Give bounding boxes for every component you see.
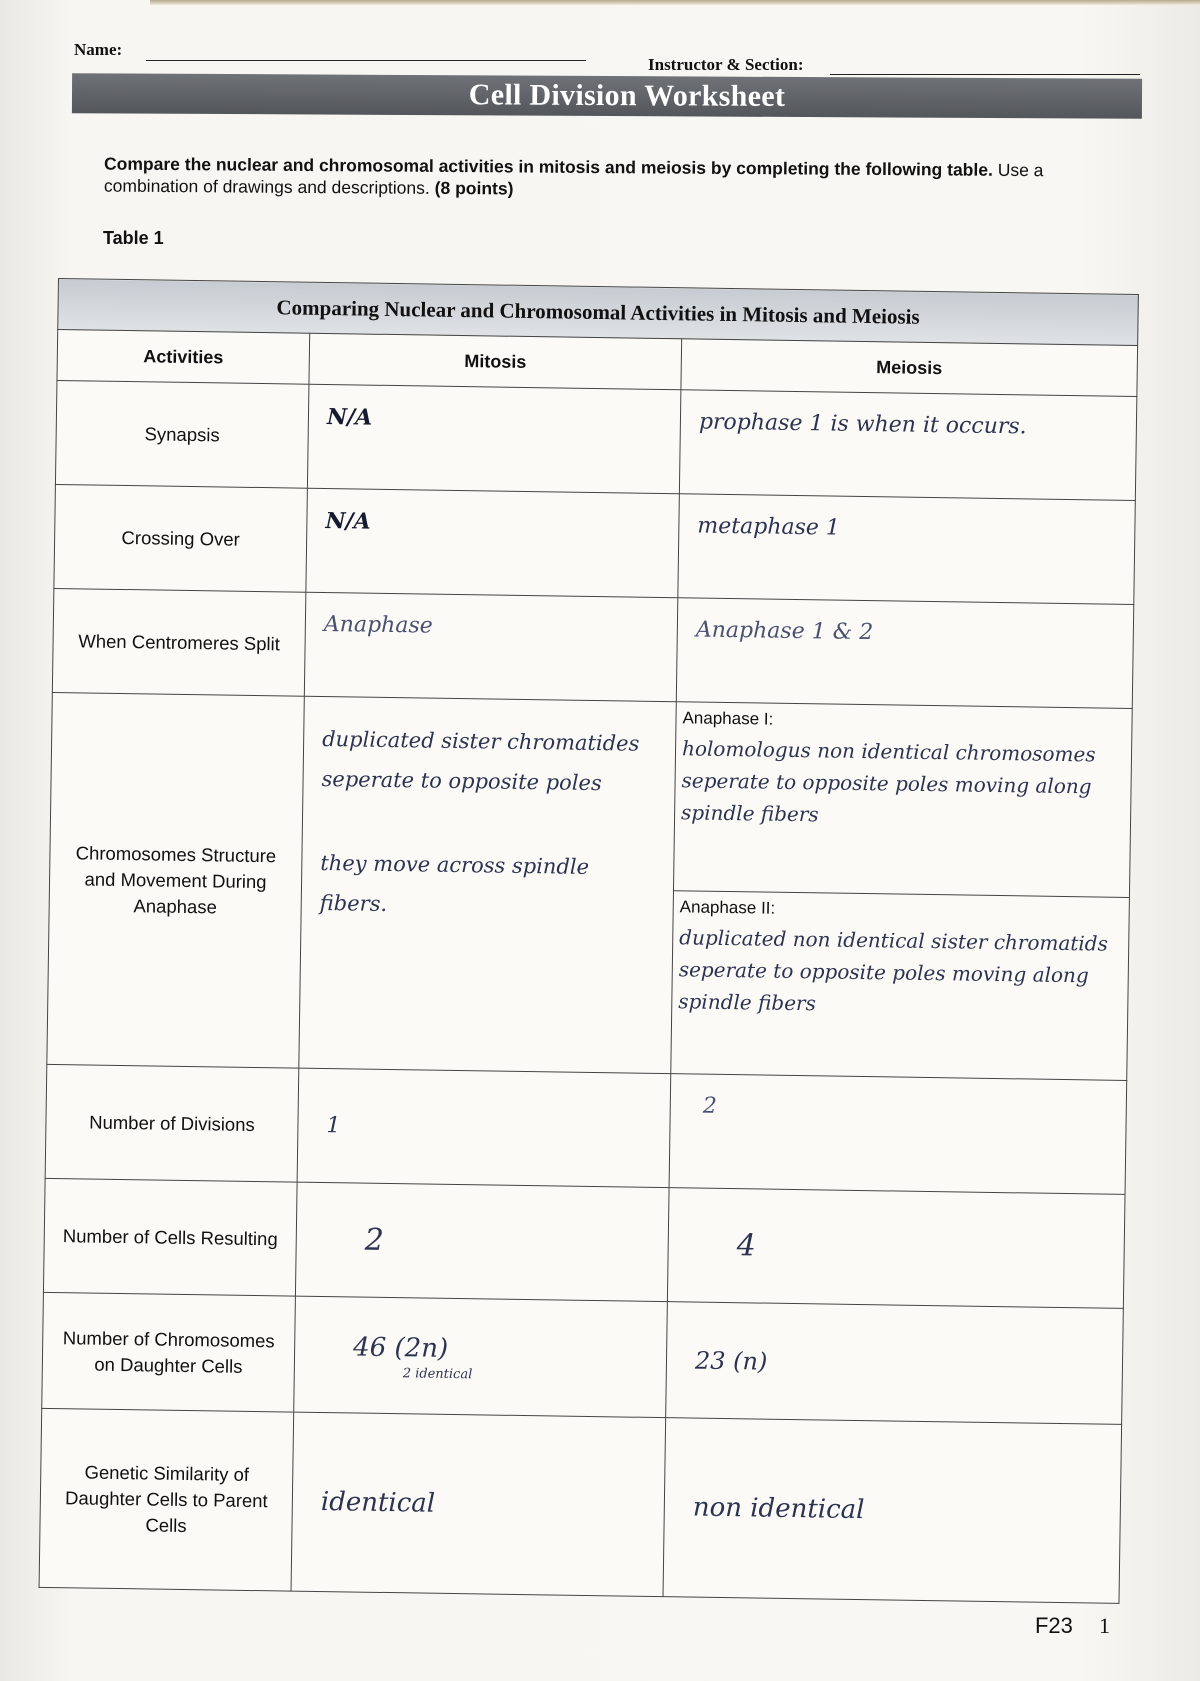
cell-structure-mitosis[interactable]: [299, 696, 676, 1073]
answer-text: identical: [320, 1487, 436, 1519]
answer-text: prophase 1 is when it occurs.: [698, 409, 1027, 440]
row-label-chromosomes: Number of Chromosomes on Daughter Cells: [42, 1292, 296, 1412]
answer-text: they move across spindle fibers.: [319, 850, 590, 916]
table-row: [39, 1408, 1122, 1603]
cell-similarity-mitosis[interactable]: [291, 1412, 666, 1596]
cell-cells-meiosis[interactable]: [667, 1188, 1125, 1309]
header-mitosis: Mitosis: [309, 333, 682, 390]
comparison-table: [39, 278, 1139, 1604]
cell-centromeres-meiosis[interactable]: [676, 598, 1133, 709]
cell-centromeres-mitosis[interactable]: [304, 592, 678, 702]
table-row: [43, 1178, 1125, 1308]
instructions-normal: Use a combination of drawings and descriptions.: [103, 159, 1044, 198]
answer-text: 23 (n): [694, 1346, 768, 1376]
paper-edge: [150, 0, 1200, 5]
answer-text: 2: [702, 1093, 717, 1119]
title-bar: [72, 73, 1142, 119]
cell-crossing-over-mitosis[interactable]: [306, 488, 680, 598]
answer-text: metaphase 1: [697, 513, 841, 541]
row-label-centromeres: When Centromeres Split: [52, 588, 306, 696]
answer-text: Anaphase 1 & 2: [695, 617, 874, 646]
table-label: Table 1: [103, 228, 164, 248]
answer-text: N/A: [325, 507, 371, 535]
answer-text: 1: [326, 1112, 341, 1138]
instructions-bold: Compare the nuclear and chromosomal activities in mitosis and meiosis by completing the following table.: [104, 153, 993, 180]
instructions: [104, 153, 1084, 204]
row-label-divisions: Number of Divisions: [45, 1064, 299, 1182]
page-number: 1: [1099, 1613, 1110, 1638]
cell-cells-mitosis[interactable]: [295, 1182, 669, 1302]
cell-synapsis-meiosis[interactable]: [679, 390, 1136, 501]
row-label-chromosome-structure: Chromosomes Structure and Movement During Anaphase: [47, 692, 304, 1068]
anaphase-2-block[interactable]: [672, 890, 1129, 1030]
header-activities: Activities: [57, 330, 310, 385]
worksheet-title: Cell Division Worksheet: [468, 78, 786, 113]
name-field-line: [146, 60, 586, 61]
answer-text: non identical: [692, 1492, 865, 1526]
instructor-field-line: [830, 74, 1140, 75]
answer-text: Anaphase: [323, 611, 433, 639]
table-row: [45, 1064, 1127, 1194]
cell-structure-meiosis: [671, 702, 1132, 1081]
cell-chromosomes-meiosis[interactable]: [666, 1302, 1124, 1425]
cell-crossing-over-meiosis[interactable]: [678, 494, 1135, 605]
anaphase-2-label: Anaphase II:: [679, 897, 776, 918]
header-meiosis: Meiosis: [681, 339, 1138, 397]
cell-divisions-mitosis[interactable]: [297, 1068, 671, 1188]
answer-note: 2 identical: [402, 1365, 473, 1382]
answer-text: 4: [736, 1227, 757, 1263]
cell-synapsis-mitosis[interactable]: [307, 384, 681, 494]
row-label-similarity: Genetic Similarity of Daughter Cells to Parent Cells: [39, 1408, 294, 1591]
table-row: [47, 692, 1132, 1080]
footer-code: F23: [1034, 1613, 1073, 1638]
cell-chromosomes-mitosis[interactable]: [294, 1296, 668, 1418]
table-row: [52, 588, 1133, 708]
anaphase-1-label: Anaphase I:: [682, 708, 774, 729]
name-label: Name:: [74, 40, 123, 59]
cell-divisions-meiosis[interactable]: [669, 1074, 1127, 1195]
table-row: [54, 484, 1135, 604]
answer-text: 2: [364, 1222, 385, 1258]
row-label-cells: Number of Cells Resulting: [43, 1178, 297, 1296]
instructor-label: Instructor & Section:: [648, 55, 804, 74]
anaphase-1-block[interactable]: [674, 702, 1132, 897]
table-row: [55, 380, 1136, 500]
answer-text: duplicated non identical sister chromatids seperate to opposite poles moving along spindle fibers: [678, 925, 1109, 1016]
answer-text: duplicated sister chromatides seperate to opposite poles: [321, 726, 640, 796]
row-label-synapsis: Synapsis: [55, 380, 309, 488]
answer-text: holomologus non identical chromosomes seperate to opposite poles moving along spindle fibers: [680, 736, 1096, 827]
instructions-points: (8 points): [434, 177, 514, 199]
row-label-crossing-over: Crossing Over: [54, 484, 308, 592]
cell-similarity-meiosis[interactable]: [663, 1418, 1122, 1604]
comparison-table-wrap: [38, 278, 1138, 1624]
footer: [1035, 1613, 1110, 1639]
table-caption: Comparing Nuclear and Chromosomal Activities in Mitosis and Meiosis: [58, 279, 1139, 346]
answer-text: N/A: [326, 404, 373, 431]
table-row: [42, 1292, 1124, 1424]
answer-text: 46 (2n): [352, 1331, 449, 1364]
